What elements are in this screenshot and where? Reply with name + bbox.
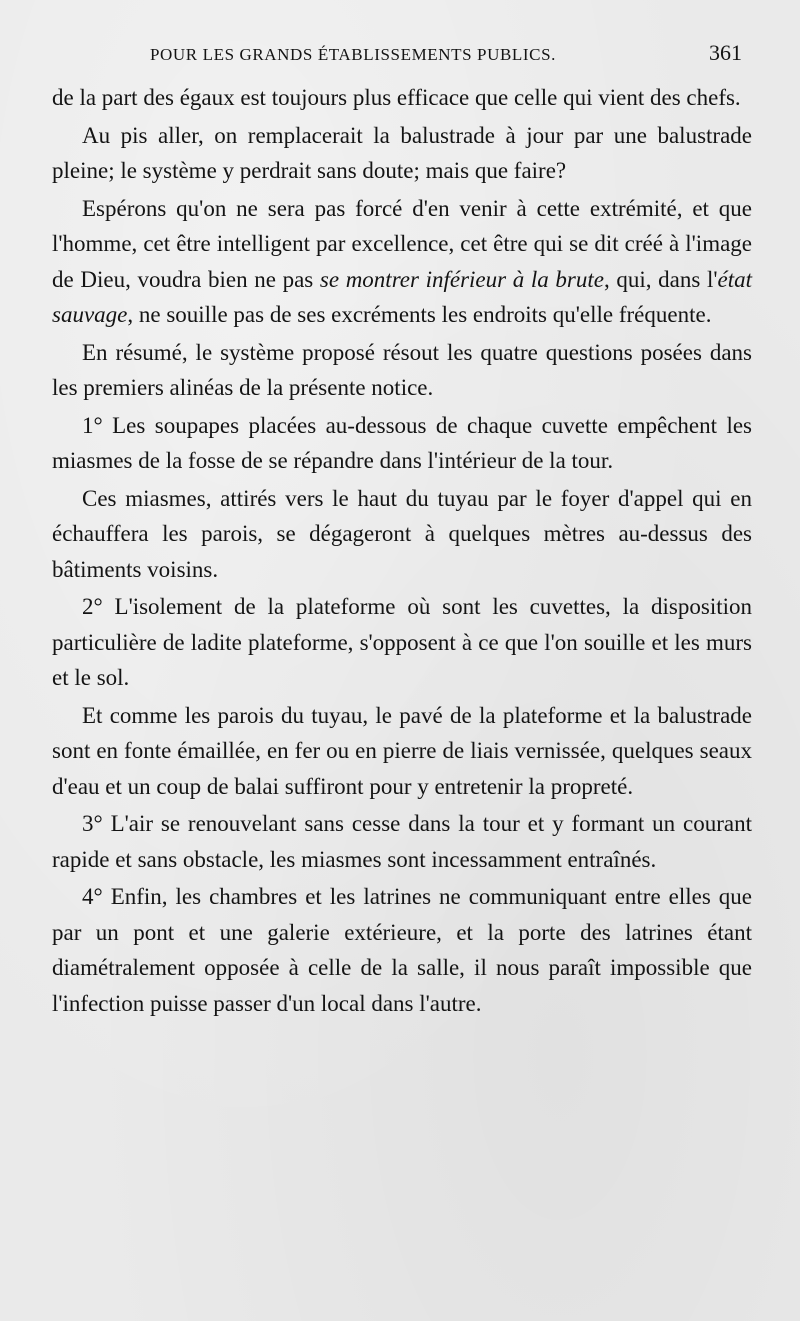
paragraph-3-text-a: Espérons qu'on ne sera pas forcé d'en venir à cette extrémité, et que l'homme, cet être intelligent par excellence, cet être qui se dit créé à l'image de Dieu, voudra bien ne pas bbox=[52, 195, 752, 292]
running-title: POUR LES GRANDS ÉTABLISSEMENTS PUBLICS. bbox=[150, 45, 557, 64]
page-number: 361 bbox=[709, 40, 742, 65]
paragraph-2: Au pis aller, on remplacerait la balustrade à jour par une balustrade pleine; le système y perdrait sans doute; mais que faire? bbox=[52, 122, 752, 183]
paragraph-3-text-b: , qui, dans l' bbox=[603, 266, 718, 292]
paragraph-5: 1° Les soupapes placées au-dessous de chaque cuvette empêchent les miasmes de la fosse de se répandre dans l'intérieur de la tour. bbox=[52, 412, 752, 473]
paragraph-3-italic-b: état sauvage bbox=[52, 266, 752, 327]
paragraph-4: En résumé, le système proposé résout les quatre questions posées dans les premiers alinéas de la présente notice. bbox=[52, 339, 752, 400]
body-text bbox=[52, 80, 752, 1021]
paragraph-3-text-c: , ne souille pas de ses excréments les endroits qu'elle fréquente. bbox=[127, 302, 712, 327]
paragraph-6: Ces miasmes, attirés vers le haut du tuyau par le foyer d'appel qui en échauffera les parois, se dégageront à quelques mètres au-dessus des bâtiments voisins. bbox=[52, 485, 752, 582]
paragraph-1: de la part des égaux est toujours plus efficace que celle qui vient des chefs. bbox=[52, 85, 741, 110]
paragraph-8: Et comme les parois du tuyau, le pavé de la plateforme et la balustrade sont en fonte émaillée, en fer ou en pierre de liais vernissée, quelques seaux d'eau et un coup de balai suffiront pour y entretenir la propreté. bbox=[52, 702, 752, 799]
paragraph-3-italic-a: se montrer inférieur à la brute bbox=[319, 266, 604, 292]
paragraph-9: 3° L'air se renouvelant sans cesse dans la tour et y formant un courant rapide et sans obstacle, les miasmes sont incessamment entraînés. bbox=[52, 811, 752, 872]
paragraph-7: 2° L'isolement de la plateforme où sont les cuvettes, la disposition particulière de ladite plateforme, s'opposent à ce que l'on souille et les murs et le sol. bbox=[52, 594, 752, 690]
paragraph-10: 4° Enfin, les chambres et les latrines ne communiquant entre elles que par un pont et une galerie extérieure, et la porte des latrines étant diamétralement opposée à celle de la salle, il nous paraît impossible que l'infection puisse passer d'un local dans l'autre. bbox=[52, 884, 752, 1016]
running-head bbox=[150, 40, 742, 66]
paragraph-3 bbox=[52, 191, 752, 333]
